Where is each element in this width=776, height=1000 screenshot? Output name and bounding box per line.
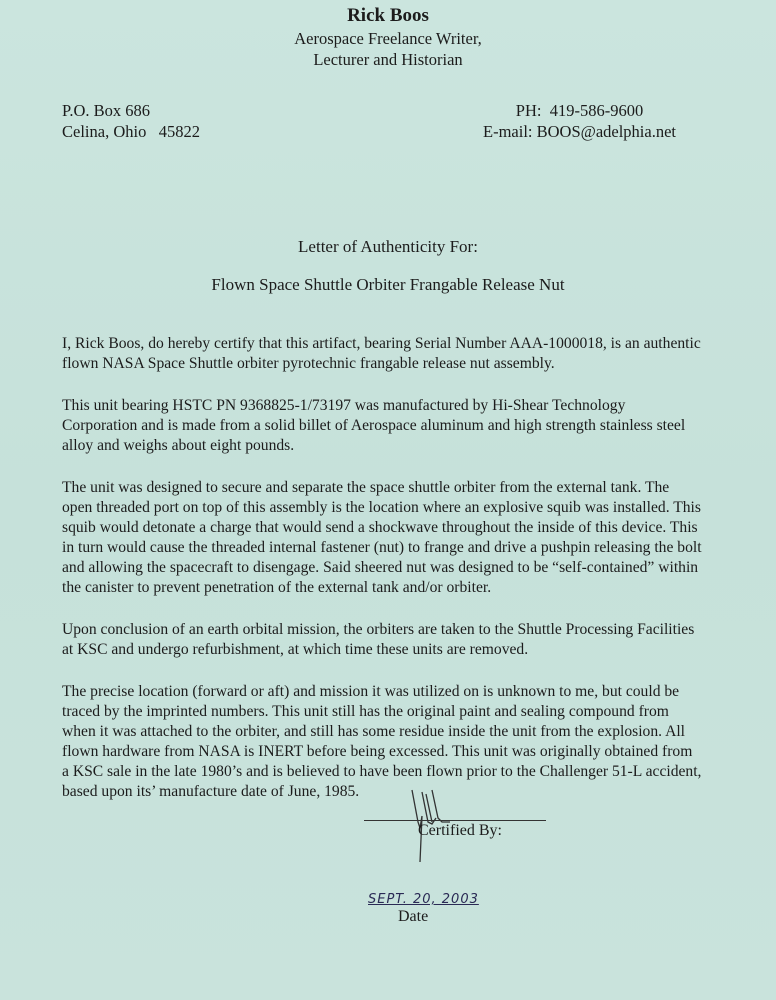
address-line1: P.O. Box 686 bbox=[62, 101, 151, 120]
letter-subject: Flown Space Shuttle Orbiter Frangable Release Nut bbox=[211, 275, 565, 294]
email-address: E-mail: BOOS@adelphia.net bbox=[483, 122, 676, 141]
contact-info bbox=[483, 100, 676, 142]
paragraph-certification: I, Rick Boos, do hereby certify that this artifact, bearing Serial Number AAA-1000018, is an authentic flown NASA Space Shuttle orbiter pyrotechnic frangable release nut assembly. bbox=[62, 335, 701, 372]
author-name: Rick Boos bbox=[347, 5, 429, 26]
paragraph-manufacture: This unit bearing HSTC PN 9368825-1/73197 was manufactured by Hi-Shear Technology Corporation and is made from a solid billet of Aerospace aluminum and high strength stainless steel alloy and weighs about eight pounds. bbox=[62, 397, 686, 454]
phone-number: PH: 419-586-9600 bbox=[515, 101, 644, 120]
signature-line bbox=[364, 820, 546, 821]
paragraph-provenance: The precise location (forward or aft) and mission it was utilized on is unknown to me, but could be traced by the imprinted numbers. This unit still has the original paint and sealing compound from when it was attached to the orbiter, and still has some residue inside the unit from the explosion. All flown hardware from NASA is INERT before being excessed. This unit was originally obtained from a KSC sale in the late 1980’s and is believed to have been flown prior to the Challenger 51-L accident, based upon its’ manufacture date of June, 1985. bbox=[62, 683, 702, 800]
paragraph-function: The unit was designed to secure and separate the space shuttle orbiter from the external tank. The open threaded port on top of this assembly is the location where an explosive squib was installed. This squib would detonate a charge that would send a shockwave throughout the inside of this device. This in turn would cause the threaded internal fastener (nut) to frange and drive a pushpin releasing the bolt and allowing the spacecraft to disengage. Said sheered nut was designed to be “self-contained” within the canister to prevent penetration of the external tank and/or orbiter. bbox=[62, 479, 702, 596]
address-line2: Celina, Ohio 45822 bbox=[62, 122, 200, 141]
handwritten-date: SEPT. 20, 2003 bbox=[368, 892, 479, 907]
certified-by-label: Certified By: bbox=[418, 822, 502, 839]
author-title-line2: Lecturer and Historian bbox=[313, 50, 463, 69]
letter-heading: Letter of Authenticity For: bbox=[298, 237, 478, 256]
mailing-address bbox=[62, 100, 200, 142]
letter-body bbox=[62, 334, 702, 824]
letterhead bbox=[0, 4, 776, 70]
paragraph-refurbishment: Upon conclusion of an earth orbital mission, the orbiters are taken to the Shuttle Processing Facilities at KSC and undergo refurbishment, at which time these units are removed. bbox=[62, 621, 695, 658]
date-label: Date bbox=[398, 908, 429, 925]
author-title-line1: Aerospace Freelance Writer, bbox=[294, 29, 482, 48]
